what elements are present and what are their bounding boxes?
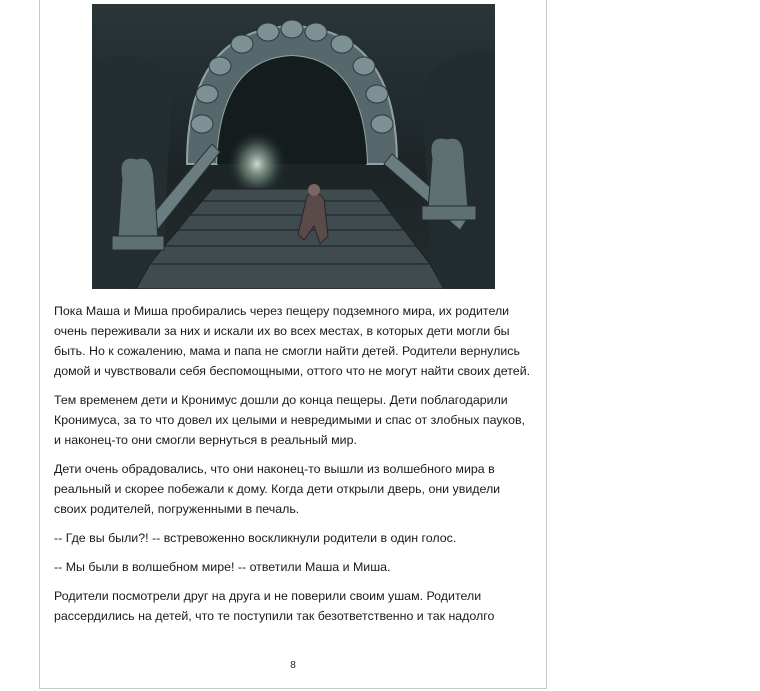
story-text: [54, 301, 534, 635]
dialogue-line: -- Мы были в волшебном мире! -- ответили Маша и Миша.: [54, 560, 391, 574]
cave-staircase-illustration: [92, 4, 495, 289]
paragraph: Тем временем дети и Кронимус дошли до конца пещеры. Дети поблагодарили Кронимуса, за то что довел их целыми и невредимыми и спас от злобных пауков, и наконец-то они смогли вернуться в реальный мир.: [54, 393, 525, 447]
cave-illustration-graphic: [92, 4, 495, 289]
document-page: [39, 0, 547, 689]
page-number: 8: [290, 660, 296, 671]
paragraph: Родители посмотрели друг на друга и не поверили своим ушам. Родители рассердились на детей, что те поступили так безответственно и так надолго: [54, 589, 495, 623]
dialogue-line: -- Где вы были?! -- встревоженно воскликнули родители в один голос.: [54, 531, 457, 545]
paragraph: Дети очень обрадовались, что они наконец-то вышли из волшебного мира в реальный и скорее побежали к дому. Когда дети открыли дверь, они увидели своих родителей, погруженными в печаль.: [54, 462, 501, 516]
paragraph: Пока Маша и Миша пробирались через пещеру подземного мира, их родители очень переживали за них и искали их во всех местах, в которых дети могли бы быть. Но к сожалению, мама и папа не смогли найти детей. Родители вернулись домой и чувствовали себя беспомощными, оттого что не могут найти своих детей.: [54, 304, 531, 378]
